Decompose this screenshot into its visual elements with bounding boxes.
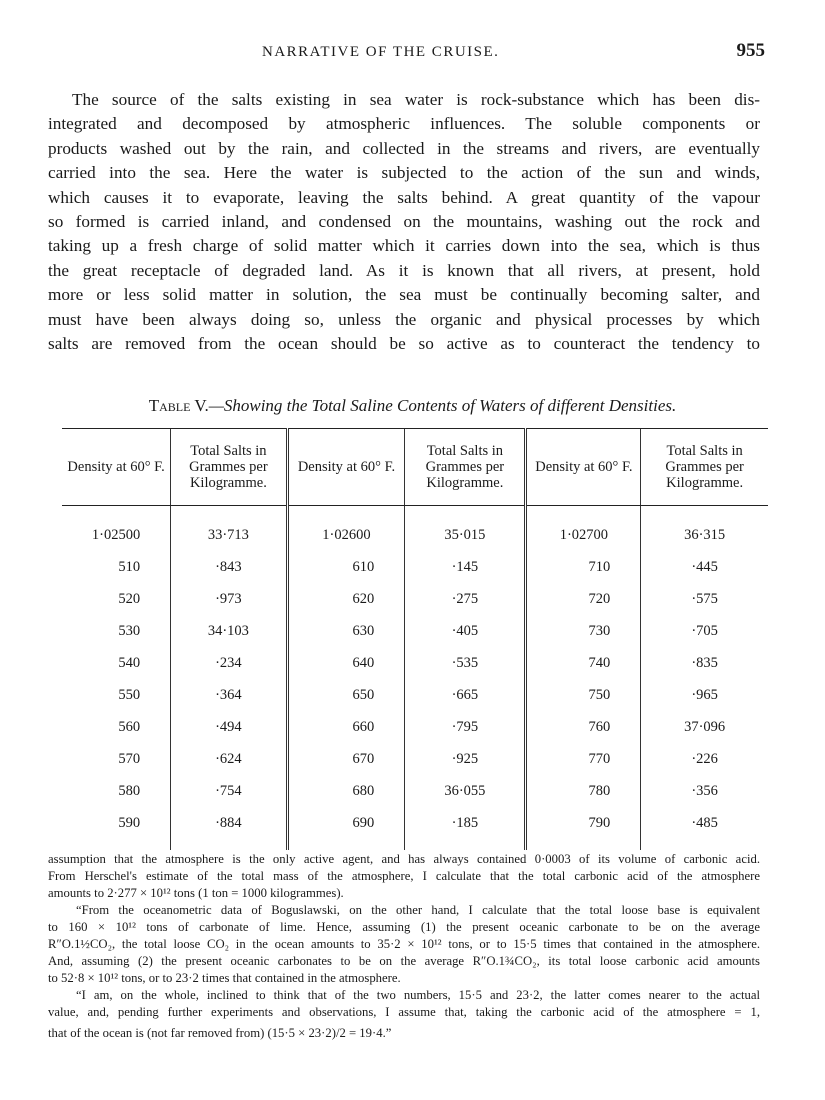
total-salts-cell: ·405 [405, 615, 526, 647]
density-cell: 660 [287, 711, 405, 743]
total-salts-cell: ·754 [171, 775, 288, 807]
density-cell: 690 [287, 807, 405, 850]
footnote-line: value, and, pending further experiments and observations, I assume that, taking the carbonic acid of the atmosphere = 1, [48, 1005, 760, 1019]
density-cell: 650 [287, 679, 405, 711]
density-cell: 780 [526, 775, 641, 807]
total-salts-cell: ·884 [171, 807, 288, 850]
density-cell: 720 [526, 583, 641, 615]
density-cell: 620 [287, 583, 405, 615]
footnote-line: R″O.1½CO₂, the total loose CO₂ in the ocean amounts to 35·2 × 10¹² tons, or to 15·5 times that contained in the atmosphere. [48, 937, 760, 951]
table-row [62, 743, 768, 775]
footnote-line: that of the ocean is (not far removed from) (15·5 × 23·2)/2 = 19·4.” [48, 1026, 392, 1040]
density-cell: 630 [287, 615, 405, 647]
total-salts-cell: ·665 [405, 679, 526, 711]
column-header: Total Salts in Grammes per Kilogramme. [171, 429, 288, 506]
page-number: 955 [736, 40, 765, 61]
total-salts-cell: ·965 [641, 679, 768, 711]
body-line: taking up a fresh charge of solid matter which it carries down into the sea, which is thus [48, 236, 760, 256]
density-cell: 580 [118, 782, 141, 799]
total-salts-cell: ·494 [171, 711, 288, 743]
total-salts-cell: ·705 [641, 615, 768, 647]
density-cell: 610 [287, 551, 405, 583]
density-cell: 680 [287, 775, 405, 807]
density-cell: 520 [118, 590, 141, 607]
footnote-line: “I am, on the whole, inclined to think that of the two numbers, 15·5 and 23·2, the latter comes nearer to the actual [76, 988, 760, 1002]
body-line: salts are removed from the ocean should be so active as to counteract the tendency to [48, 334, 760, 354]
body-line: carried into the sea. Here the water is subjected to the action of the sun and winds, [48, 163, 760, 183]
total-salts-cell: ·364 [171, 679, 288, 711]
footnote-text [48, 851, 760, 1042]
body-line: products washed out by the rain, and collected in the streams and rivers, are eventually [48, 138, 760, 158]
column-header: Total Salts in Grammes per Kilogramme. [641, 429, 768, 506]
density-cell: 730 [526, 615, 641, 647]
total-salts-cell: ·234 [171, 647, 288, 679]
body-line: which causes it to evaporate, leaving the salts behind. A great quantity of the vapour [48, 187, 760, 207]
table-row [62, 711, 768, 743]
footnote-line: to 52·8 × 10¹² tons, or to 23·2 times that contained in the atmosphere. [48, 971, 401, 985]
column-header: Density at 60° F. [62, 429, 171, 506]
total-salts-cell: 36·315 [641, 506, 768, 552]
density-cell: 510 [118, 558, 141, 575]
density-cell: 550 [118, 686, 141, 703]
table-row [62, 807, 768, 850]
total-salts-cell: ·925 [405, 743, 526, 775]
density-cell: 770 [526, 743, 641, 775]
footnote-line: From Herschel's estimate of the total mass of the atmosphere, I calculate that the total carbonic acid of the atmosphere [48, 869, 760, 883]
density-cell: 670 [287, 743, 405, 775]
density-cell: 710 [526, 551, 641, 583]
column-header: Density at 60° F. [526, 429, 641, 506]
density-cell: 1·02700 [526, 506, 641, 552]
footnote-line: And, assuming (2) the present oceanic carbonates to be on the average R″O.1¾CO₂, its total loose carbonic acid amounts [48, 954, 760, 968]
total-salts-cell: ·145 [405, 551, 526, 583]
total-salts-cell: ·535 [405, 647, 526, 679]
table-caption-text: —Showing the Total Saline Contents of Waters of different Densities. [208, 396, 677, 415]
body-line: more or less solid matter in solution, the sea must be continually becoming salter, and [48, 285, 760, 305]
footnote-line: amounts to 2·277 × 10¹² tons (1 ton = 1000 kilogrammes). [48, 886, 344, 900]
density-cell: 1·02600 [287, 506, 405, 552]
total-salts-cell: 36·055 [405, 775, 526, 807]
table-row [62, 775, 768, 807]
density-cell: 570 [118, 750, 141, 767]
density-cell: 530 [118, 622, 141, 639]
footnote-line: “From the oceanometric data of Boguslawski, on the other hand, I calculate that the total loose base is equivalent [76, 903, 760, 917]
body-line: The source of the salts existing in sea water is rock-substance which has been dis- [72, 90, 760, 109]
total-salts-cell: ·843 [171, 551, 288, 583]
table-caption [0, 396, 825, 416]
saline-contents-table [62, 428, 768, 850]
table-row [62, 551, 768, 583]
table-row [62, 583, 768, 615]
density-cell: 640 [287, 647, 405, 679]
total-salts-cell: ·575 [641, 583, 768, 615]
total-salts-cell: ·445 [641, 551, 768, 583]
total-salts-cell: ·226 [641, 743, 768, 775]
column-header: Density at 60° F. [287, 429, 405, 506]
body-line: the great receptacle of degraded land. As it is known that all rivers, at present, hold [48, 260, 760, 280]
density-cell: 750 [526, 679, 641, 711]
total-salts-cell: 35·015 [405, 506, 526, 552]
total-salts-cell: ·795 [405, 711, 526, 743]
body-line: must have been always doing so, unless the organic and physical processes by which [48, 309, 760, 329]
density-cell: 1·02500 [91, 526, 141, 543]
density-cell: 760 [526, 711, 641, 743]
running-title: NARRATIVE OF THE CRUISE. [262, 44, 500, 60]
density-cell: 590 [118, 814, 141, 831]
total-salts-cell: 33·713 [171, 506, 288, 552]
body-line: so formed is carried inland, and condensed on the mountains, washing out the rock and [48, 212, 760, 232]
total-salts-cell: ·485 [641, 807, 768, 850]
total-salts-cell: ·185 [405, 807, 526, 850]
total-salts-cell: ·973 [171, 583, 288, 615]
body-line: integrated and decomposed by atmospheric influences. The soluble components or [48, 114, 760, 134]
footnote-line: assumption that the atmosphere is the only active agent, and has always contained 0·0003 of its volume of carbonic acid. [48, 852, 760, 866]
total-salts-cell: 37·096 [641, 711, 768, 743]
total-salts-cell: ·835 [641, 647, 768, 679]
total-salts-cell: 34·103 [171, 615, 288, 647]
density-cell: 540 [118, 654, 141, 671]
table-row [62, 679, 768, 711]
density-cell: 560 [118, 718, 141, 735]
footnote-line: to 160 × 10¹² tons of carbonate of lime. Hence, assuming (1) the present oceanic carbonate to be on the average [48, 920, 760, 934]
total-salts-cell: ·275 [405, 583, 526, 615]
total-salts-cell: ·356 [641, 775, 768, 807]
table-row [62, 615, 768, 647]
density-cell: 740 [526, 647, 641, 679]
column-header: Total Salts in Grammes per Kilogramme. [405, 429, 526, 506]
total-salts-cell: ·624 [171, 743, 288, 775]
body-paragraph [48, 88, 760, 356]
density-cell: 790 [526, 807, 641, 850]
table-row [62, 647, 768, 679]
table-row [62, 506, 768, 552]
table-caption-label: Table V. [148, 396, 209, 415]
